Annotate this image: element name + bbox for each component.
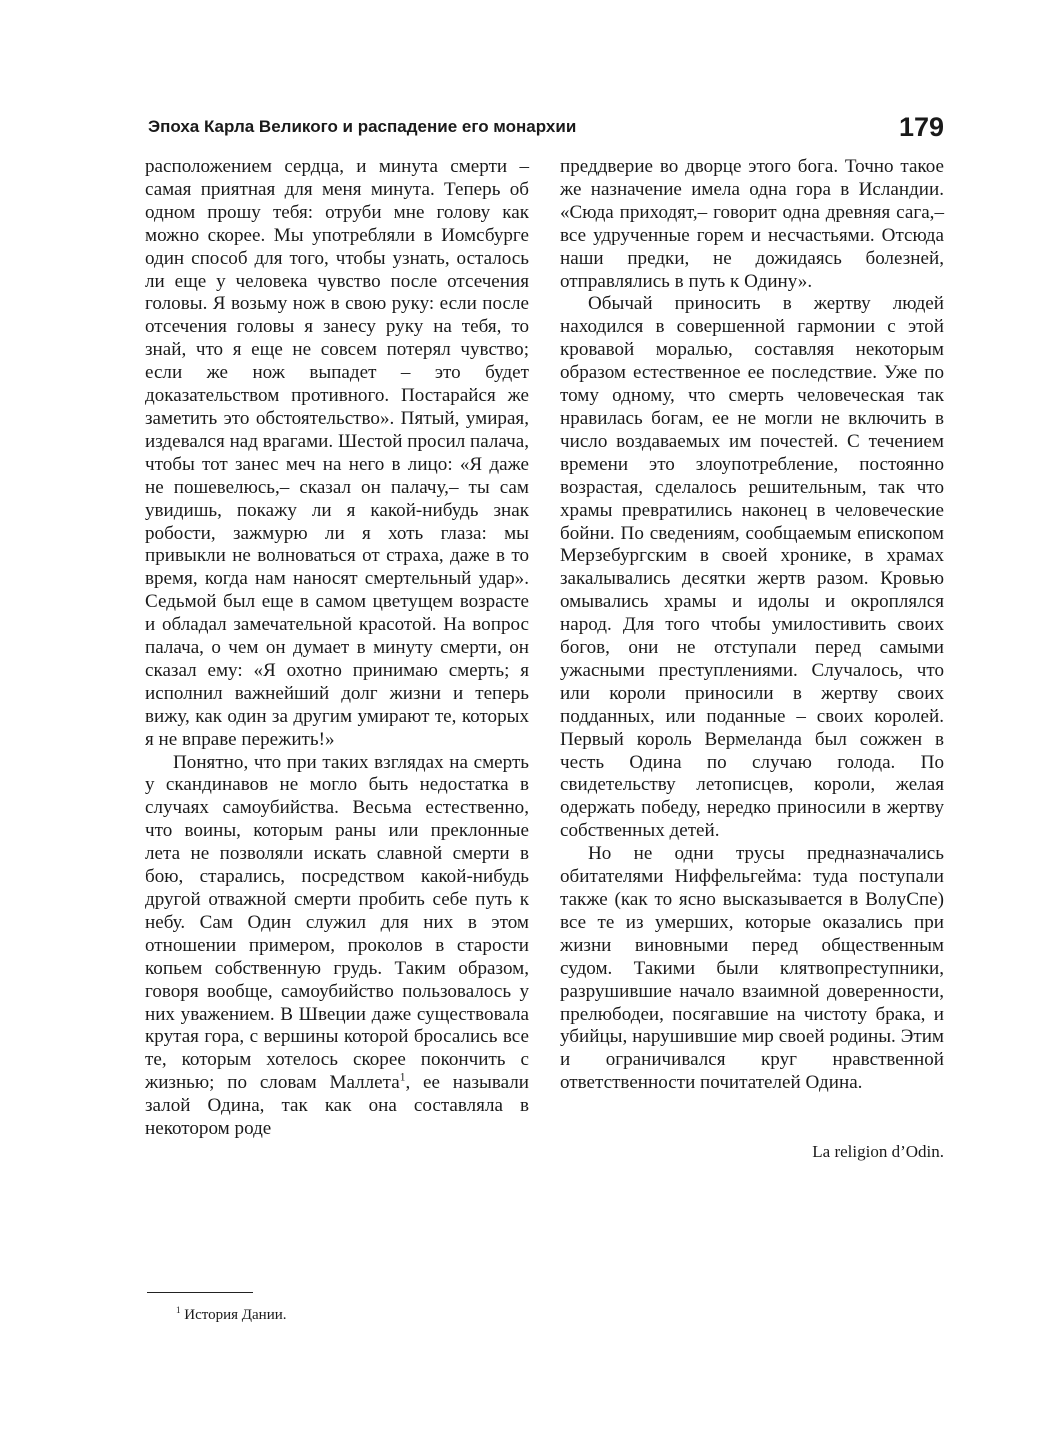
paragraph-text: , ее называли залой Одина, так как она составляла в некотором роде [145,1072,529,1140]
paragraph: Но не одни трусы предназначались обитателями Ниффельгейма: туда поступали также (как то ясно высказывается в ВолуСпе) все те из умерших, которые оказались при жизни виновными перед общественным судом. Такими были клятвопреступники, разрушившие начало взаимной доверенности, прелюбодеи, посягавшие на чистоту брака, и убийцы, нарушившие мир своей родины. Этим и ограничивался круг нравственной ответственности почитателей Одина. [560,843,944,1094]
footnote-reference: 1 [399,1071,406,1084]
left-column [145,156,529,1141]
paragraph: преддверие во дворце этого бога. Точно такое же назначение имела одна гора в Исландии. «Сюда приходят,– говорит одна древняя сага,– все удрученные горем и несчастьями. Отсюда наши предки, не дожидаясь болезней, отправлялись в путь к Одину». [560,156,944,292]
source-attribution: La religion d’Odin. [812,1142,944,1161]
paragraph: расположением сердца, и минута смерти – самая приятная для меня минута. Теперь об одном прошу тебя: отруби мне голову как можно скорее. Мы употребляли в Иомсбурге один способ для того, чтобы узнать, осталось ли еще у человека чувство после отсечения головы. Я возьму нож в свою руку: если после отсечения головы я занесу руку на тебя, то знай, что я еще не совсем потерял чувство; если же нож выпадет – это будет доказательством противного. Постарайся же заметить это обстоятельство». Пятый, умирая, издевался над врагами. Шестой просил палача, чтобы тот занес меч на него в лицо: «Я даже не пошевелюсь,– сказал он палачу,– ты сам увидишь, покажу ли я какой-нибудь знак робости, зажмурю ли я хоть глаза: мы привыкли не волноваться от страха, даже в то время, когда нам наносят смертельный удар». Седьмой был еще в самом цветущем возрасте и обладал замечательной красотой. На вопрос палача, о чем он думает в минуту смерти, он сказал ему: «Я охотно принимаю смерть; я исполнил важнейший долг жизни и теперь вижу, как один за другим умирают те, которых я не вправе пережить!» [145,156,529,750]
running-head: Эпоха Карла Великого и распадение его монархии [148,117,577,136]
right-column [560,156,944,1095]
paragraph-text: Понятно, что при таких взглядах на смерть у скандинавов не могло быть недостатка в случаях самоубийства. Весьма естественно, что воины, которым раны или преклонные лета не позволяли искать славной смерти в бою, старались, посредством какой-нибудь другой отважной смерти пробить себе путь к небу. Сам Один служил для них в этом отношении примером, проколов в старости копьем собственную грудь. Таким образом, говоря вообще, самоубийство пользовалось у них уважением. В Швеции даже существовала крутая гора, с вершины которой бросались все те, которым хотелось скорее покончить с жизнью; по словам Маллета [145,751,529,1094]
paragraph-with-note [145,752,529,1141]
footnote-divider [147,1292,253,1293]
paragraph: Обычай приносить в жертву людей находился в совершенной гармонии с этой кровавой моралью, составляя некоторым образом естественное ее последствие. Уже по тому одному, что смерть человеческая так нравилась богам, ее не могли не включить в число воздаваемых им почестей. С течением времени это злоупотребление, постоянно возрастая, сделалось решительным, так что храмы превратились наконец в человеческие бойни. По сведениям, сообщаемым епископом Мерзебургским в своей хронике, в храмах закалывались десятки жертв разом. Кровью омывались храмы и идолы и окроплялся народ. Для того чтобы умилостивить своих богов, они не отступали перед самыми ужасными преступлениями. Случалось, что или короли приносили в жертву своих подданных, или поданные – своих королей. Первый король Вермеланда был сожжен в честь Одина по случаю голода. По свидетельству летописцев, короли, желая одержать победу, нередко приносили в жертву собственных детей. [560,293,944,842]
page-number: 179 [898,112,944,142]
footnote [176,1307,287,1324]
footnote-text: История Дании. [180,1307,287,1323]
footnote-marker: 1 [176,1305,181,1315]
